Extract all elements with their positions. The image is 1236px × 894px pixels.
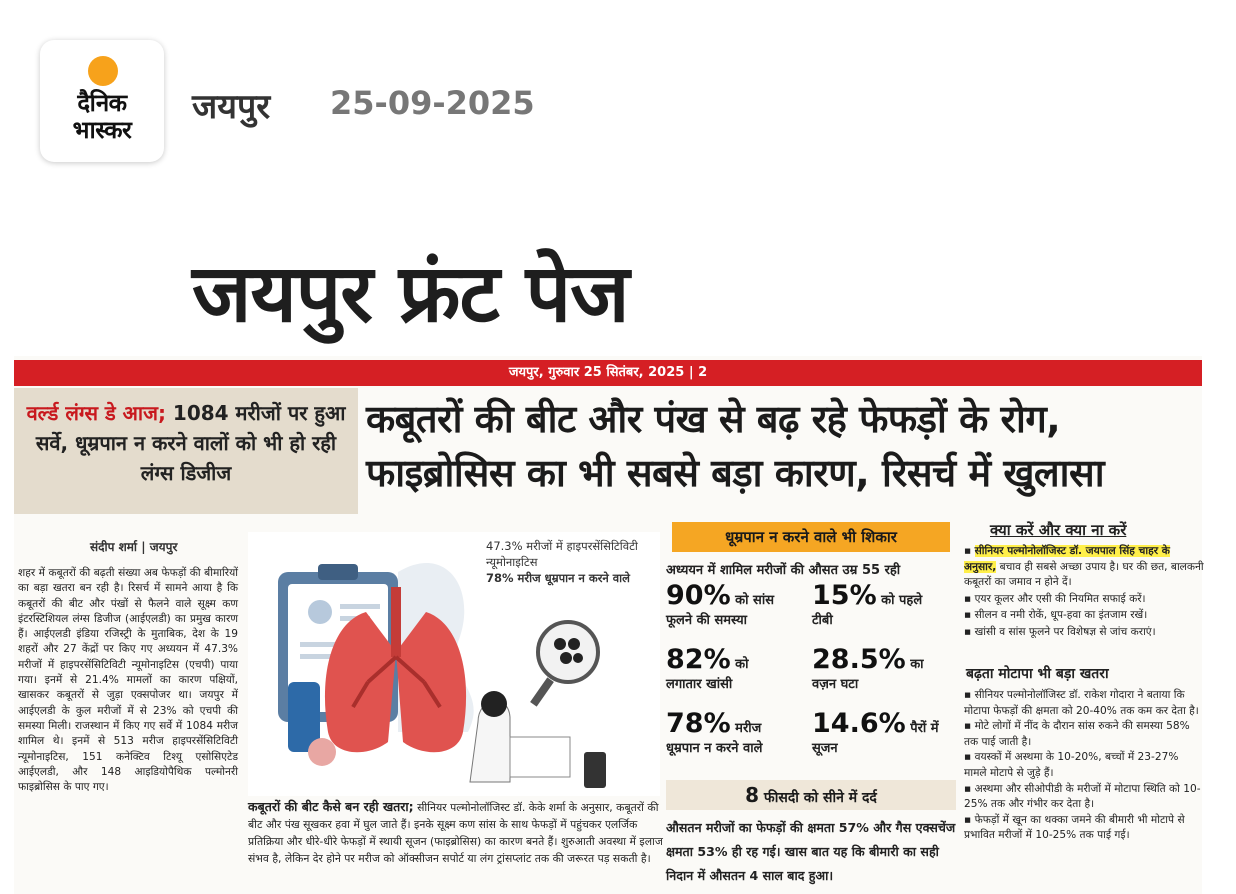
list-item: ▪ फेफड़ों में खून का थक्का जमने की बीमारी भी मोटापे से प्रभावित मरीजों में 10-25% तक पाई गई। [964,813,1185,842]
caption-body: सीनियर पल्मोनोलॉजिस्ट डॉ. केके शर्मा के अनुसार, कबूतरों की बीट और पंख सूखकर हवा में घुल जाते हैं। इनके सूक्ष्म कण सांस के साथ फेफड़ों में पहुंचकर एलर्जिक प्रतिक्रिया और धीरे-धीरे फेफड़ों में स्थायी सूजन (फाइब्रोसिस) का कारण बनते हैं। शुरुआती अवस्था में इलाज संभव है, लेकिन देर होने पर मरीज को ऑक्सीजन सपोर्ट या लंग ट्रांसप्लांट तक की जरूरत पड़ सकती है। [248,801,663,865]
stat-value: 15% [812,580,877,611]
article-body: शहर में कबूतरों की बढ़ती संख्या अब फेफड़ों की बीमारियों का बड़ा खतरा बन रही है। रिसर्च में सामने आया है कि कबूतरों की बीट और पंखों से फैलने वाले सूक्ष्म कण इंटरस्टिशियल लंग्स डिजीज (आईएलडी) का प्रमुख कारण हैं। आईएलडी इंडिया रजिस्ट्री के मुताबिक, देश के 19 शहरों और 27 केंद्रों पर किए गए अध्ययन में 47.3% मरीजों में हाइपरसेंसिटिविटी न्यूमोनाइटिस (एचपी) पाया गया। इनमें से 21.4% मामलों का कारण पक्षियों, खासकर कबूतरों से जुड़ा एक्सपोजर था। जयपुर में आईएलडी के कुल मरीजों में से 23% को एचपी की समस्या मिली। राजस्थान में किए गए सर्वे में 1084 मरीज शामिल थे। इनमें से 513 मरीज हाइपरसेंसिटिविटी न्यूमोनाइटिस, 151 कनेक्टिव टिश्यू एसोसिएटेड आईएलडी, और 148 आइडियोपैथिक पल्मोनरी फाइब्रोसिस के पाए गए। [18,567,238,794]
stat-line2: वज़न घटा [812,677,859,692]
callout-line1: 47.3% मरीजों में हाइपरसेंसिटिविटी न्यूमोनाइटिस [486,539,638,569]
teaser-red: वर्ल्ड लंग्स डे आज; [26,401,166,425]
stat-value: 78% [666,708,731,739]
teaser-box [14,388,358,514]
list-item: ▪ वयस्कों में अस्थमा के 10-20%, बच्चों में 23-27% मामले मोटापे से जुड़े हैं। [964,751,1179,779]
dateline: जयपुर, गुरुवार 25 सितंबर, 2025 | 2 [508,365,708,380]
list-item-text: वयस्कों में अस्थमा के 10-20%, बच्चों में 23-27% मामले मोटापे से जुड़े हैं। [964,751,1179,779]
list-item-text: सीलन व नमी रोकें, धूप-हवा का इंतजाम रखें। [974,609,1148,622]
list-item: ▪ एयर कूलर और एसी की नियमित सफाई करें। [964,592,1146,605]
stat-line2: सूजन [812,741,838,756]
dainik-bhaskar-logo[interactable] [40,40,164,162]
stat-item [812,708,939,759]
obesity-list [964,688,1204,844]
stat-item [666,708,763,759]
stat-value: 14.6% [812,708,906,739]
list-item: ▪ अस्थमा और सीओपीडी के मरीजों में मोटापा स्थिति को 10-25% तक और गंभीर कर देता है। [964,782,1201,811]
stat-line1: पैरों में [905,721,939,736]
chest-pain-text: फीसदी को सीने में दर्द [759,790,877,806]
page-title: जयपुर फ्रंट पेज [192,247,629,340]
list-item-text: मोटे लोगों में नींद के दौरान सांस रुकने की समस्या 58% तक पाई जाती है। [964,720,1190,748]
list-item: ▪ खांसी व सांस फूलने पर विशेषज्ञ से जांच कराएं। [964,625,1156,638]
illustration-caption [248,798,668,867]
logo-line2: भास्कर [72,116,132,144]
list-item-text: फेफड़ों में खून का थक्का जमने की बीमारी भी मोटापे से प्रभावित मरीजों में 10-25% तक पाई गई। [964,813,1185,842]
byline: संदीप शर्मा | जयपुर [90,540,178,554]
teaser-text: 1084 मरीजों पर हुआ सर्वे, धूम्रपान न करने वालों को भी हो रही लंग्स डिजीज [35,401,346,485]
stats-summary: औसतन मरीजों का फेफड़ों की क्षमता 57% और गैस एक्सचेंज क्षमता 53% ही रह गई। खास बात यह कि बीमारी का सही निदान में औसतन 4 साल बाद हुआ। [666,820,956,883]
list-item: ▪ सीलन व नमी रोकें, धूप-हवा का इंतजाम रखें। [964,609,1148,622]
stat-item [666,580,774,631]
obesity-heading: बढ़ता मोटापा भी बड़ा खतरा [966,666,1109,682]
headline-line2: फाइब्रोसिस का भी सबसे बड़ा कारण, रिसर्च में खुलासा [366,451,1105,495]
headline-line1: कबूतरों की बीट और पंख से बढ़ रहे फेफड़ों के रोग, [366,397,1061,441]
stat-item [666,644,749,695]
newspaper-clipping [14,356,1202,894]
list-item: ▪ मोटे लोगों में नींद के दौरान सांस रुकने की समस्या 58% तक पाई जाती है। [964,720,1190,748]
logo-sun-icon [88,56,118,86]
stat-line1: को सांस [730,593,774,608]
header-city: जयपुर [192,87,271,127]
stat-item [812,644,924,695]
highlighted-source: सीनियर पल्मोनोलॉजिस्ट डॉ. जयपाल सिंह चाहर के अनुसार, [964,545,1170,573]
stat-line2: टीबी [812,613,833,628]
list-item-text: सीनियर पल्मोनोलॉजिस्ट डॉ. राकेश गोदारा ने बताया कि मोटापा फेफड़ों की क्षमता को 20-40% तक कम कर देता है। [964,689,1199,717]
list-item-text: एयर कूलर और एसी की नियमित सफाई करें। [974,592,1146,605]
stat-value: 82% [666,644,731,675]
stat-line2: धूम्रपान न करने वाले [666,741,763,756]
list-item-text: खांसी व सांस फूलने पर विशेषज्ञ से जांच कराएं। [974,625,1156,638]
stat-item [812,580,923,631]
main-headline [366,392,1202,500]
dos-donts-list [964,544,1204,642]
stat-line1: को [730,657,749,672]
stats-heading: धूम्रपान न करने वाले भी शिकार [672,522,950,552]
list-item-text: बचाव ही सबसे अच्छा उपाय है। घर की छत, बालकनी कबूतरों का जमाव न होने दें। [964,560,1204,589]
stat-line1: मरीज [730,721,762,736]
list-item: ▪ सीनियर पल्मोनोलॉजिस्ट डॉ. राकेश गोदारा ने बताया कि मोटापा फेफड़ों की क्षमता को 20-40% तक कम कर देता है। [964,689,1199,717]
stat-value: 28.5% [812,644,906,675]
caption-title: कबूतरों की बीट कैसे बन रही खतरा; [248,799,414,814]
callout-line2: 78% मरीज धूम्रपान न करने वाले [486,571,630,585]
chest-pain-band [666,780,956,810]
logo-line1: दैनिक [77,89,127,117]
stat-line2: फूलने की समस्या [666,613,747,628]
illustration-callout [486,538,662,586]
stat-value: 90% [666,580,731,611]
stat-line2: लगातार खांसी [666,677,733,692]
dos-donts-heading: क्या करें और क्या ना करें [990,521,1127,539]
stats-subheading: अध्ययन में शामिल मरीजों की औसत उम्र 55 रही [666,563,901,578]
list-item-text: अस्थमा और सीओपीडी के मरीजों में मोटापा स्थिति को 10-25% तक और गंभीर कर देता है। [964,782,1201,811]
stat-line1: का [905,657,924,672]
header-date: 25-09-2025 [330,84,535,122]
chest-pain-value: 8 [745,783,760,807]
stat-line1: को पहले [876,593,923,608]
list-item: ▪ सीनियर पल्मोनोलॉजिस्ट डॉ. जयपाल सिंह चाहर के अनुसार, बचाव ही सबसे अच्छा उपाय है। घर की छत, बालकनी कबूतरों का जमाव न होने दें। [964,545,1204,589]
